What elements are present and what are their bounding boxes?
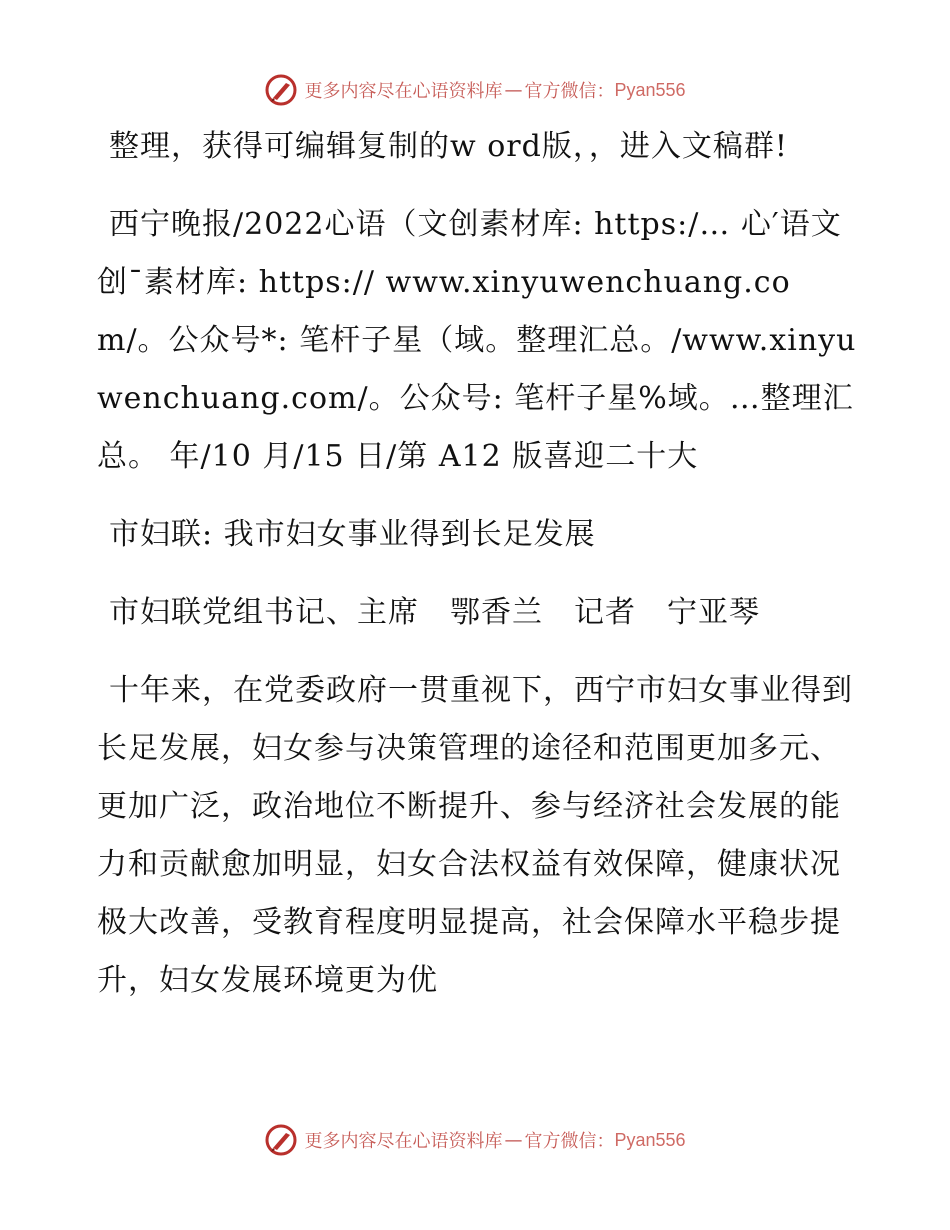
quill-circle-icon: [264, 1123, 298, 1157]
watermark-wechat-label: 官方微信：: [524, 1131, 615, 1152]
watermark-wechat-id: Pyan556: [614, 1129, 686, 1150]
source-paragraph: 西宁晚报/2022心语（文创素材库: https:/… 心′语文创¯素材库: https:// www.xinyuwenchuang.com/。公众号*: 笔杆子星（域。整理汇总。/www.xinyuwenchuang.com/。公众号: 笔杆子星%域。…整理汇总。 年/10 月/15 日/第 A12 版喜迎二十大: [97, 207, 857, 474]
document-body: [97, 118, 857, 1030]
watermark-wechat-id: Pyan556: [614, 79, 686, 100]
quill-circle-icon: [264, 73, 298, 107]
watermark-wechat-label: 官方微信：: [524, 81, 615, 102]
body-paragraph: 十年来，在党委政府一贯重视下，西宁市妇女事业得到长足发展，妇女参与决策管理的途径和范围更加多元、更加广泛，政治地位不断提升、参与经济社会发展的能力和贡献愈加明显，妇女合法权益有效保障，健康状况极大改善，受教育程度明显提高，社会保障水平稳步提升，妇女发展环境更为优: [97, 673, 853, 998]
article-byline: 市妇联党组书记、主席 鄂香兰 记者 宁亚琴: [109, 595, 760, 630]
article-title: 市妇联: 我市妇女事业得到长足发展: [109, 517, 596, 552]
watermark-text: 更多内容尽在心语资料库: [304, 81, 503, 102]
intro-paragraph: 整理，获得可编辑复制的w ord版，，进入文稿群!: [109, 129, 788, 164]
header-watermark: [0, 70, 950, 110]
footer-watermark: [0, 1120, 950, 1160]
watermark-text: 更多内容尽在心语资料库: [304, 1131, 503, 1152]
watermark-dash: —: [504, 79, 523, 101]
watermark-dash: —: [504, 1129, 523, 1151]
